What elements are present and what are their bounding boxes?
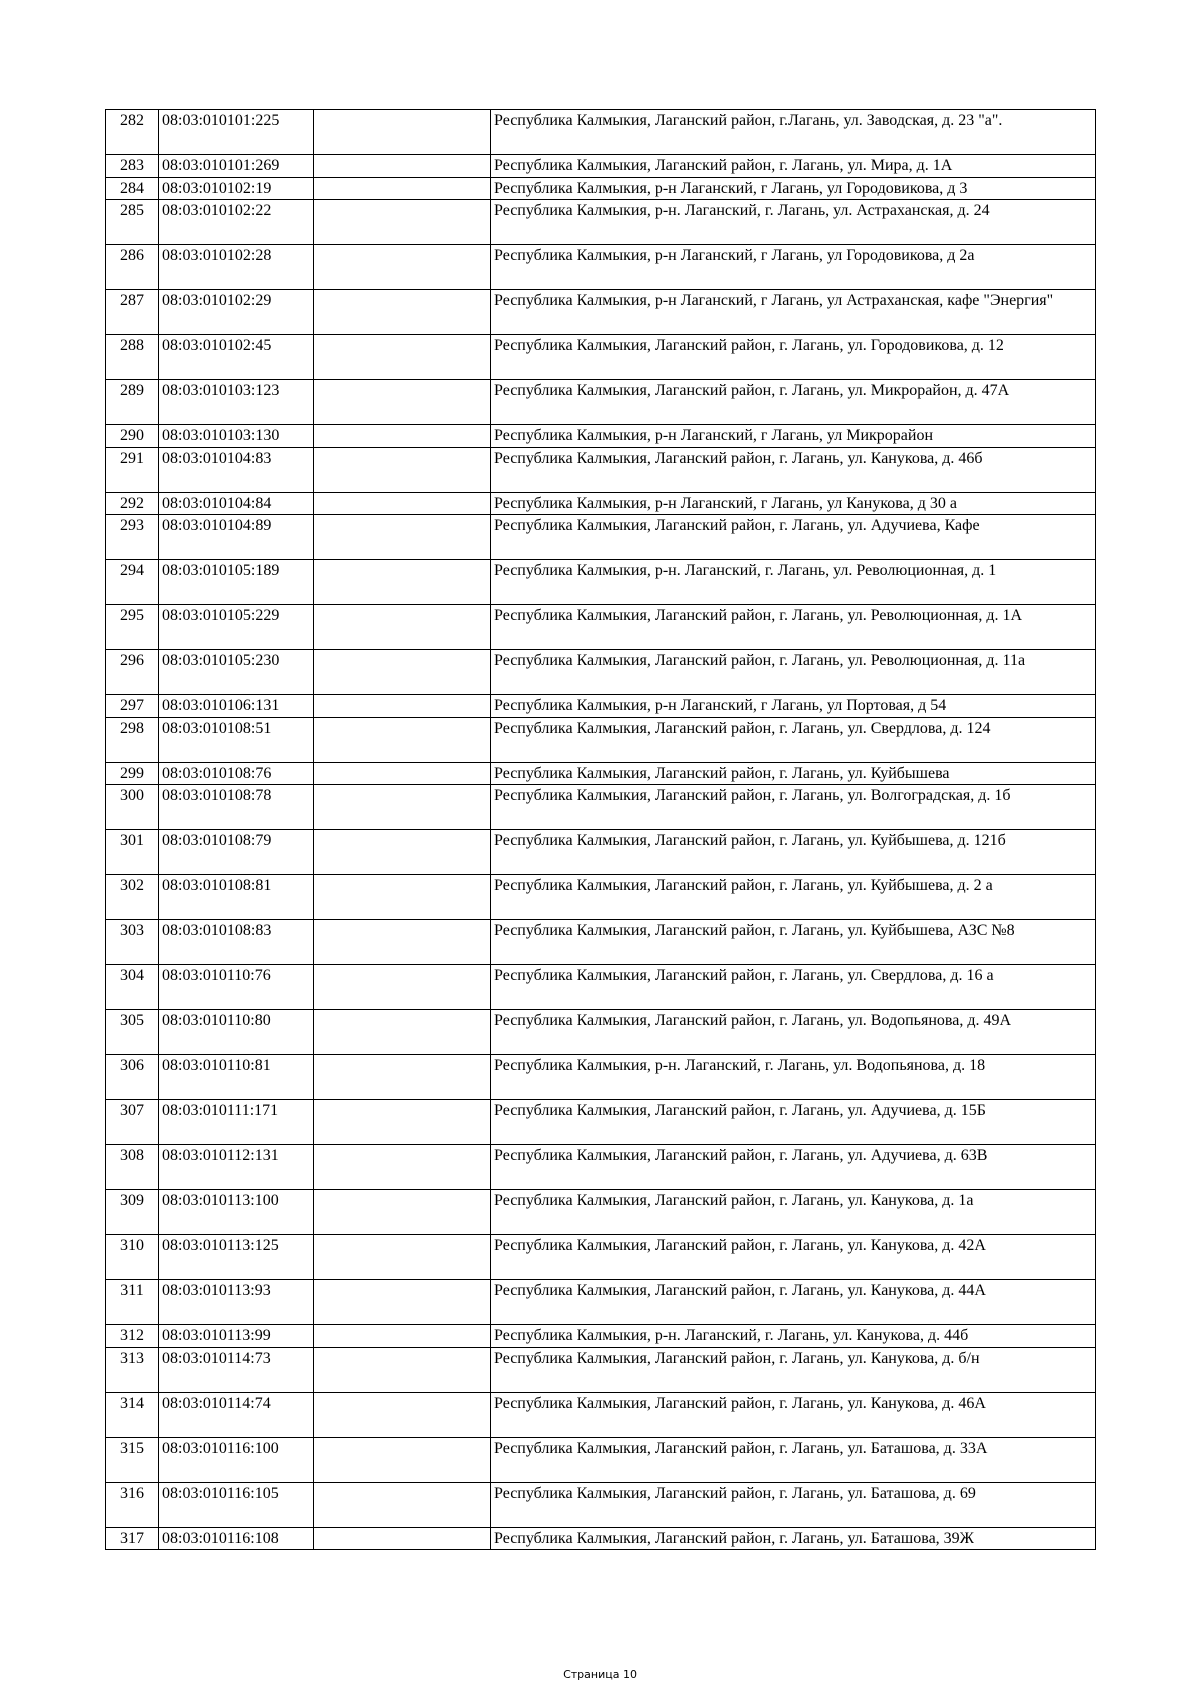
- address-cell: Республика Калмыкия, Лаганский район, г. Лагань, ул. Канукова, д. б/н: [491, 1347, 1096, 1392]
- row-number: 311: [106, 1280, 159, 1325]
- empty-cell: [314, 650, 491, 695]
- address-cell: Республика Калмыкия, Лаганский район, г. Лагань, ул. Канукова, д. 44А: [491, 1280, 1096, 1325]
- cadastral-number: 08:03:010105:229: [159, 605, 314, 650]
- table-row: [106, 1437, 1096, 1482]
- table-row: [106, 425, 1096, 448]
- cadastral-number: 08:03:010105:230: [159, 650, 314, 695]
- table-row: [106, 1392, 1096, 1437]
- registry-body: [106, 110, 1096, 1550]
- cadastral-number: 08:03:010102:28: [159, 245, 314, 290]
- row-number: 282: [106, 110, 159, 155]
- row-number: 289: [106, 380, 159, 425]
- empty-cell: [314, 380, 491, 425]
- address-cell: Республика Калмыкия, Лаганский район, г. Лагань, ул. Революционная, д. 11а: [491, 650, 1096, 695]
- address-cell: Республика Калмыкия, Лаганский район, г. Лагань, ул. Революционная, д. 1А: [491, 605, 1096, 650]
- table-row: [106, 245, 1096, 290]
- table-row: [106, 1055, 1096, 1100]
- empty-cell: [314, 717, 491, 762]
- empty-cell: [314, 1437, 491, 1482]
- cadastral-number: 08:03:010114:74: [159, 1392, 314, 1437]
- empty-cell: [314, 447, 491, 492]
- row-number: 286: [106, 245, 159, 290]
- empty-cell: [314, 425, 491, 448]
- table-row: [106, 920, 1096, 965]
- table-row: [106, 1482, 1096, 1527]
- address-cell: Республика Калмыкия, р-н Лаганский, г Лагань, ул Микрорайон: [491, 425, 1096, 448]
- empty-cell: [314, 515, 491, 560]
- address-cell: Республика Калмыкия, Лаганский район, г. Лагань, ул. Куйбышева, д. 121б: [491, 830, 1096, 875]
- row-number: 293: [106, 515, 159, 560]
- table-row: [106, 560, 1096, 605]
- cadastral-number: 08:03:010101:225: [159, 110, 314, 155]
- address-cell: Республика Калмыкия, Лаганский район, г. Лагань, ул. Свердлова, д. 124: [491, 717, 1096, 762]
- cadastral-number: 08:03:010108:83: [159, 920, 314, 965]
- cadastral-number: 08:03:010110:81: [159, 1055, 314, 1100]
- empty-cell: [314, 1280, 491, 1325]
- table-row: [106, 965, 1096, 1010]
- address-cell: Республика Калмыкия, р-н. Лаганский, г. Лагань, ул. Водопьянова, д. 18: [491, 1055, 1096, 1100]
- address-cell: Республика Калмыкия, р-н. Лаганский, г. Лагань, ул. Революционная, д. 1: [491, 560, 1096, 605]
- empty-cell: [314, 200, 491, 245]
- table-row: [106, 695, 1096, 718]
- cadastral-number: 08:03:010108:76: [159, 762, 314, 785]
- cadastral-number: 08:03:010108:51: [159, 717, 314, 762]
- empty-cell: [314, 1235, 491, 1280]
- address-cell: Республика Калмыкия, р-н. Лаганский, г. Лагань, ул. Канукова, д. 44б: [491, 1325, 1096, 1348]
- row-number: 296: [106, 650, 159, 695]
- cadastral-number: 08:03:010111:171: [159, 1100, 314, 1145]
- registry-table: [105, 109, 1096, 1550]
- cadastral-number: 08:03:010104:83: [159, 447, 314, 492]
- cadastral-number: 08:03:010116:105: [159, 1482, 314, 1527]
- row-number: 303: [106, 920, 159, 965]
- cadastral-number: 08:03:010116:100: [159, 1437, 314, 1482]
- row-number: 315: [106, 1437, 159, 1482]
- table-row: [106, 380, 1096, 425]
- row-number: 314: [106, 1392, 159, 1437]
- cadastral-number: 08:03:010106:131: [159, 695, 314, 718]
- address-cell: Республика Калмыкия, Лаганский район, г. Лагань, ул. Канукова, д. 1а: [491, 1190, 1096, 1235]
- address-cell: Республика Калмыкия, Лаганский район, г.Лагань, ул. Заводская, д. 23 "а".: [491, 110, 1096, 155]
- address-cell: Республика Калмыкия, Лаганский район, г. Лагань, ул. Канукова, д. 46б: [491, 447, 1096, 492]
- row-number: 309: [106, 1190, 159, 1235]
- row-number: 285: [106, 200, 159, 245]
- table-row: [106, 335, 1096, 380]
- address-cell: Республика Калмыкия, р-н Лаганский, г Лагань, ул Городовикова, д 2а: [491, 245, 1096, 290]
- row-number: 301: [106, 830, 159, 875]
- cadastral-number: 08:03:010105:189: [159, 560, 314, 605]
- row-number: 288: [106, 335, 159, 380]
- table-row: [106, 605, 1096, 650]
- table-row: [106, 155, 1096, 178]
- empty-cell: [314, 1190, 491, 1235]
- cadastral-number: 08:03:010102:45: [159, 335, 314, 380]
- table-row: [106, 1280, 1096, 1325]
- address-cell: Республика Калмыкия, р-н Лаганский, г Лагань, ул Портовая, д 54: [491, 695, 1096, 718]
- cadastral-number: 08:03:010108:79: [159, 830, 314, 875]
- cadastral-number: 08:03:010113:99: [159, 1325, 314, 1348]
- address-cell: Республика Калмыкия, Лаганский район, г. Лагань, ул. Канукова, д. 42А: [491, 1235, 1096, 1280]
- cadastral-number: 08:03:010104:89: [159, 515, 314, 560]
- cadastral-number: 08:03:010102:22: [159, 200, 314, 245]
- empty-cell: [314, 155, 491, 178]
- cadastral-number: 08:03:010103:130: [159, 425, 314, 448]
- empty-cell: [314, 245, 491, 290]
- cadastral-number: 08:03:010108:78: [159, 785, 314, 830]
- table-row: [106, 1100, 1096, 1145]
- row-number: 310: [106, 1235, 159, 1280]
- row-number: 308: [106, 1145, 159, 1190]
- address-cell: Республика Калмыкия, Лаганский район, г. Лагань, ул. Куйбышева, д. 2 а: [491, 875, 1096, 920]
- empty-cell: [314, 1325, 491, 1348]
- empty-cell: [314, 695, 491, 718]
- address-cell: Республика Калмыкия, Лаганский район, г. Лагань, ул. Канукова, д. 46А: [491, 1392, 1096, 1437]
- table-row: [106, 1145, 1096, 1190]
- row-number: 298: [106, 717, 159, 762]
- table-row: [106, 1235, 1096, 1280]
- address-cell: Республика Калмыкия, р-н Лаганский, г Лагань, ул Астраханская, кафе "Энергия": [491, 290, 1096, 335]
- table-row: [106, 200, 1096, 245]
- table-row: [106, 785, 1096, 830]
- empty-cell: [314, 1527, 491, 1550]
- cadastral-number: 08:03:010101:269: [159, 155, 314, 178]
- address-cell: Республика Калмыкия, Лаганский район, г. Лагань, ул. Волгоградская, д. 1б: [491, 785, 1096, 830]
- address-cell: Республика Калмыкия, Лаганский район, г. Лагань, ул. Адучиева, д. 15Б: [491, 1100, 1096, 1145]
- row-number: 291: [106, 447, 159, 492]
- table-row: [106, 762, 1096, 785]
- cadastral-number: 08:03:010104:84: [159, 492, 314, 515]
- address-cell: Республика Калмыкия, р-н Лаганский, г Лагань, ул Канукова, д 30 а: [491, 492, 1096, 515]
- table-row: [106, 447, 1096, 492]
- table-row: [106, 1527, 1096, 1550]
- cadastral-number: 08:03:010113:93: [159, 1280, 314, 1325]
- row-number: 313: [106, 1347, 159, 1392]
- cadastral-number: 08:03:010113:100: [159, 1190, 314, 1235]
- empty-cell: [314, 785, 491, 830]
- address-cell: Республика Калмыкия, Лаганский район, г. Лагань, ул. Адучиева, Кафе: [491, 515, 1096, 560]
- address-cell: Республика Калмыкия, Лаганский район, г. Лагань, ул. Адучиева, д. 63В: [491, 1145, 1096, 1190]
- row-number: 290: [106, 425, 159, 448]
- empty-cell: [314, 1347, 491, 1392]
- address-cell: Республика Калмыкия, Лаганский район, г. Лагань, ул. Водопьянова, д. 49А: [491, 1010, 1096, 1055]
- empty-cell: [314, 920, 491, 965]
- empty-cell: [314, 335, 491, 380]
- empty-cell: [314, 762, 491, 785]
- row-number: 297: [106, 695, 159, 718]
- empty-cell: [314, 875, 491, 920]
- row-number: 304: [106, 965, 159, 1010]
- cadastral-number: 08:03:010112:131: [159, 1145, 314, 1190]
- table-row: [106, 1347, 1096, 1392]
- address-cell: Республика Калмыкия, Лаганский район, г. Лагань, ул. Куйбышева: [491, 762, 1096, 785]
- row-number: 295: [106, 605, 159, 650]
- cadastral-number: 08:03:010113:125: [159, 1235, 314, 1280]
- row-number: 300: [106, 785, 159, 830]
- empty-cell: [314, 605, 491, 650]
- table-row: [106, 830, 1096, 875]
- table-row: [106, 650, 1096, 695]
- row-number: 312: [106, 1325, 159, 1348]
- row-number: 299: [106, 762, 159, 785]
- cadastral-number: 08:03:010103:123: [159, 380, 314, 425]
- cadastral-number: 08:03:010110:80: [159, 1010, 314, 1055]
- empty-cell: [314, 290, 491, 335]
- address-cell: Республика Калмыкия, р-н Лаганский, г Лагань, ул Городовикова, д 3: [491, 177, 1096, 200]
- row-number: 302: [106, 875, 159, 920]
- address-cell: Республика Калмыкия, Лаганский район, г. Лагань, ул. Микрорайон, д. 47А: [491, 380, 1096, 425]
- row-number: 316: [106, 1482, 159, 1527]
- cadastral-number: 08:03:010102:29: [159, 290, 314, 335]
- empty-cell: [314, 1055, 491, 1100]
- empty-cell: [314, 110, 491, 155]
- empty-cell: [314, 492, 491, 515]
- empty-cell: [314, 1100, 491, 1145]
- table-row: [106, 492, 1096, 515]
- table-row: [106, 875, 1096, 920]
- row-number: 317: [106, 1527, 159, 1550]
- table-row: [106, 1325, 1096, 1348]
- cadastral-number: 08:03:010108:81: [159, 875, 314, 920]
- cadastral-number: 08:03:010110:76: [159, 965, 314, 1010]
- empty-cell: [314, 1010, 491, 1055]
- row-number: 294: [106, 560, 159, 605]
- empty-cell: [314, 1145, 491, 1190]
- address-cell: Республика Калмыкия, р-н. Лаганский, г. Лагань, ул. Астраханская, д. 24: [491, 200, 1096, 245]
- row-number: 305: [106, 1010, 159, 1055]
- address-cell: Республика Калмыкия, Лаганский район, г. Лагань, ул. Городовикова, д. 12: [491, 335, 1096, 380]
- row-number: 292: [106, 492, 159, 515]
- address-cell: Республика Калмыкия, Лаганский район, г. Лагань, ул. Свердлова, д. 16 а: [491, 965, 1096, 1010]
- row-number: 287: [106, 290, 159, 335]
- address-cell: Республика Калмыкия, Лаганский район, г. Лагань, ул. Баташова, 39Ж: [491, 1527, 1096, 1550]
- empty-cell: [314, 965, 491, 1010]
- cadastral-number: 08:03:010116:108: [159, 1527, 314, 1550]
- empty-cell: [314, 177, 491, 200]
- row-number: 306: [106, 1055, 159, 1100]
- table-row: [106, 110, 1096, 155]
- address-cell: Республика Калмыкия, Лаганский район, г. Лагань, ул. Мира, д. 1А: [491, 155, 1096, 178]
- table-row: [106, 1190, 1096, 1235]
- table-row: [106, 177, 1096, 200]
- table-row: [106, 1010, 1096, 1055]
- row-number: 307: [106, 1100, 159, 1145]
- cadastral-number: 08:03:010102:19: [159, 177, 314, 200]
- page-footer: Страница 10: [563, 1668, 637, 1681]
- empty-cell: [314, 560, 491, 605]
- cadastral-number: 08:03:010114:73: [159, 1347, 314, 1392]
- row-number: 283: [106, 155, 159, 178]
- address-cell: Республика Калмыкия, Лаганский район, г. Лагань, ул. Баташова, д. 33А: [491, 1437, 1096, 1482]
- address-cell: Республика Калмыкия, Лаганский район, г. Лагань, ул. Баташова, д. 69: [491, 1482, 1096, 1527]
- address-cell: Республика Калмыкия, Лаганский район, г. Лагань, ул. Куйбышева, АЗС №8: [491, 920, 1096, 965]
- table-row: [106, 290, 1096, 335]
- empty-cell: [314, 1482, 491, 1527]
- empty-cell: [314, 830, 491, 875]
- row-number: 284: [106, 177, 159, 200]
- empty-cell: [314, 1392, 491, 1437]
- table-row: [106, 515, 1096, 560]
- table-row: [106, 717, 1096, 762]
